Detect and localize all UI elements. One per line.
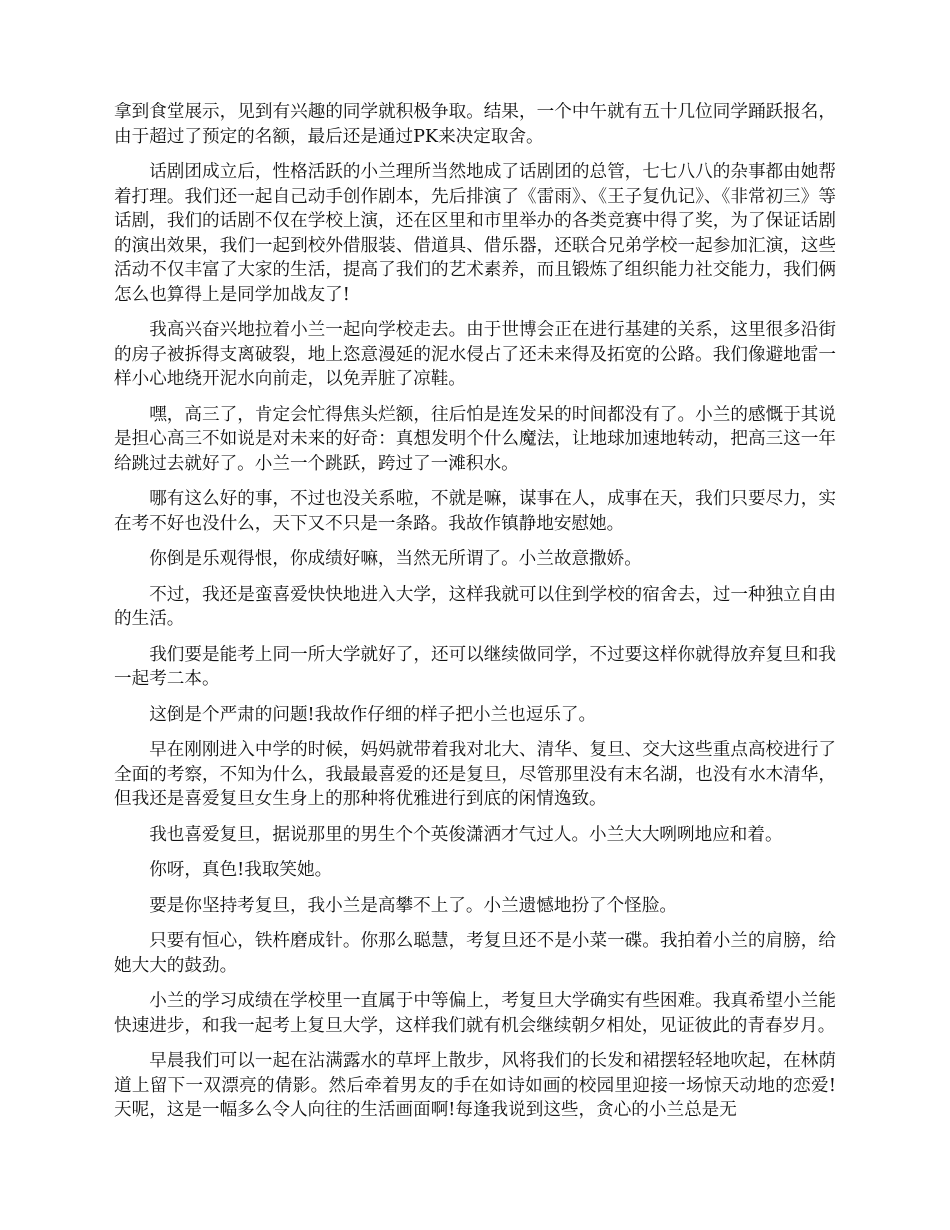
paragraph-14: 只要有恒心，铁杵磨成针。你那么聪慧，考复旦还不是小菜一碟。我拍着小兰的肩膀，给她大大的鼓劲。 <box>114 931 836 976</box>
paragraph-13: 要是你坚持考复旦，我小兰是高攀不上了。小兰遗憾地扮了个怪脸。 <box>149 895 678 916</box>
document-page <box>114 100 836 1134</box>
paragraph-16: 早晨我们可以一起在沾满露水的草坪上散步，风将我们的长发和裙摆轻轻地吹起，在林荫道上留下一双漂亮的倩影。然后牵着男友的手在如诗如画的校园里迎接一场惊天动地的恋爱!天呢，这是一幅多么令人向往的生活画面啊!每逢我说到这些，贪心的小兰总是无 <box>114 1051 836 1120</box>
paragraph-6: 你倒是乐观得恨，你成绩好嘛，当然无所谓了。小兰故意撒娇。 <box>149 549 642 569</box>
paragraph-12: 你呀，真色!我取笑她。 <box>149 860 333 880</box>
paragraph-9: 这倒是个严肃的问题!我故作仔细的样子把小兰也逗乐了。 <box>149 704 597 725</box>
paragraph-7: 不过，我还是蛮喜爱快快地进入大学，这样我就可以住到学校的宿舍去，过一种独立自由的生活。 <box>114 584 836 629</box>
paragraph-1: 拿到食堂展示，见到有兴趣的同学就积极争取。结果，一个中午就有五十几位同学踊跃报名，由于超过了预定的名额，最后还是通过PK来决定取舍。 <box>114 102 836 147</box>
paragraph-11: 我也喜爱复旦，据说那里的男生个个英俊潇洒才气过人。小兰大大咧咧地应和着。 <box>149 824 783 845</box>
paragraph-4: 嘿，高三了，肯定会忙得焦头烂额，往后怕是连发呆的时间都没有了。小兰的感慨于其说是担心高三不如说是对未来的好奇：真想发明个什么魔法，让地球加速地转动，把高三这一年给跳过去就好了。小兰一个跳跃，跨过了一滩积水。 <box>114 404 836 474</box>
paragraph-15: 小兰的学习成绩在学校里一直属于中等偏上，考复旦大学确实有些困难。我真希望小兰能快速进步，和我一起考上复旦大学，这样我们就有机会继续朝夕相处，见证彼此的青春岁月。 <box>114 991 836 1036</box>
paragraph-10: 早在刚刚进入中学的时候，妈妈就带着我对北大、清华、复旦、交大这些重点高校进行了全面的考察，不知为什么，我最最喜爱的还是复旦，尽管那里没有末名湖，也没有水木清华，但我还是喜爱复旦女生身上的那种将优雅进行到底的闲情逸致。 <box>114 740 836 809</box>
paragraph-8: 我们要是能考上同一所大学就好了，还可以继续做同学，不过要这样你就得放弃复旦和我一起考二本。 <box>114 644 836 689</box>
paragraph-3: 我高兴奋兴地拉着小兰一起向学校走去。由于世博会正在进行基建的关系，这里很多沿街的房子被拆得支离破裂，地上恣意漫延的泥水侵占了还未来得及拓宽的公路。我们像避地雷一样小心地绕开泥水向前走，以免弄脏了凉鞋。 <box>114 320 836 389</box>
paragraph-5: 哪有这么好的事，不过也没关系啦，不就是嘛，谋事在人，成事在天，我们只要尽力，实在考不好也没什么，天下又不只是一条路。我故作镇静地安慰她。 <box>114 489 836 534</box>
paragraph-2: 话剧团成立后，性格活跃的小兰理所当然地成了话剧团的总管，七七八八的杂事都由她帮着打理。我们还一起自己动手创作剧本，先后排演了《雷雨》、《王子复仇记》、《非常初三》等话剧，我们的话剧不仅在学校上演，还在区里和市里举办的各类竞赛中得了奖，为了保证话剧的演出效果，我们一起到校外借服装、借道具、借乐器，还联合兄弟学校一起参加汇演，这些活动不仅丰富了大家的生活，提高了我们的艺术素养，而且锻炼了组织能力社交能力，我们俩怎么也算得上是同学加战友了! <box>114 162 836 305</box>
